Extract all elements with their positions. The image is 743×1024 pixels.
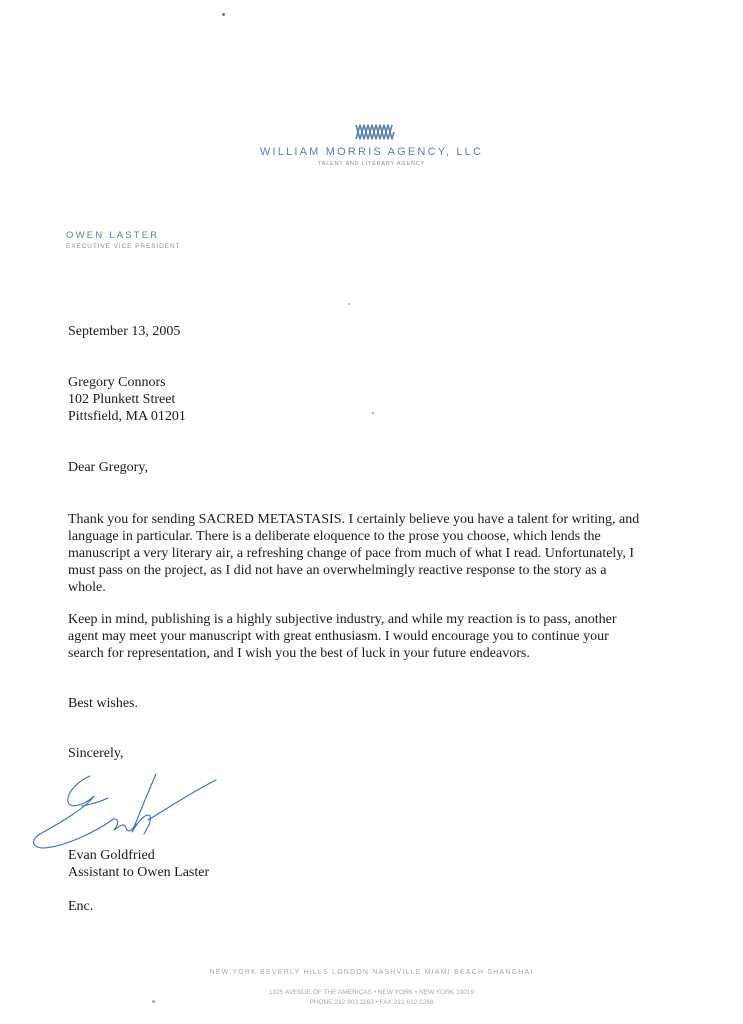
signer-name: Evan Goldfried [68, 848, 155, 863]
body-paragraph-2 [68, 611, 680, 662]
handwritten-signature [28, 768, 228, 858]
footer-phone: PHONE 212 903 1163 • FAX 212 632 1268 [309, 999, 434, 1006]
scan-speck [348, 303, 350, 305]
agency-tagline: TALENT AND LITERARY AGENCY [318, 161, 425, 167]
paragraph-line: search for representation, and I wish you the best of luck in your future endeavors. [68, 646, 530, 661]
footer-cities: NEW YORK BEVERLY HILLS LONDON NASHVILLE MIAMI BEACH SHANGHAI [209, 969, 534, 976]
paragraph-line: language in particular. There is a deliberate eloquence to the prose you choose, which lends the [68, 529, 601, 544]
paragraph-line: agent may meet your manuscript with great enthusiasm. I would encourage you to continue your [68, 629, 609, 644]
paragraph-line: manuscript a very literary air, a refreshing change of pace from much of what I read. Unfortunately, I [68, 546, 635, 561]
closing: Sincerely, [68, 746, 124, 761]
recipient-city: Pittsfield, MA 01201 [68, 409, 186, 424]
best-wishes: Best wishes. [68, 696, 138, 711]
paragraph-line: whole. [68, 580, 106, 595]
salutation: Dear Gregory, [68, 460, 148, 475]
sender-title: EXECUTIVE VICE PRESIDENT [66, 243, 181, 250]
signer-title: Assistant to Owen Laster [68, 865, 210, 880]
scan-speck [372, 412, 374, 414]
enclosure-note: Enc. [68, 899, 94, 914]
footer-address: 1325 AVENUE OF THE AMERICAS • NEW YORK • NEW YORK 10019 [268, 989, 475, 996]
letter-date: September 13, 2005 [68, 324, 181, 339]
agency-name: WILLIAM MORRIS AGENCY, LLC [259, 146, 484, 158]
recipient-street: 102 Plunkett Street [68, 392, 176, 407]
paragraph-line: must pass on the project, as I did not have an overwhelmingly reactive response to the story as a [68, 563, 607, 578]
body-paragraph-1 [68, 511, 680, 596]
paragraph-line: Thank you for sending SACRED METASTASIS. I certainly believe you have a talent for writing, and [68, 512, 640, 527]
wma-logo-icon [355, 123, 395, 141]
paragraph-line: Keep in mind, publishing is a highly subjective industry, and while my reaction is to pass, another [68, 612, 617, 627]
sender-name: OWEN LASTER [66, 230, 160, 241]
recipient-name: Gregory Connors [68, 375, 166, 390]
scan-speck [222, 13, 225, 16]
